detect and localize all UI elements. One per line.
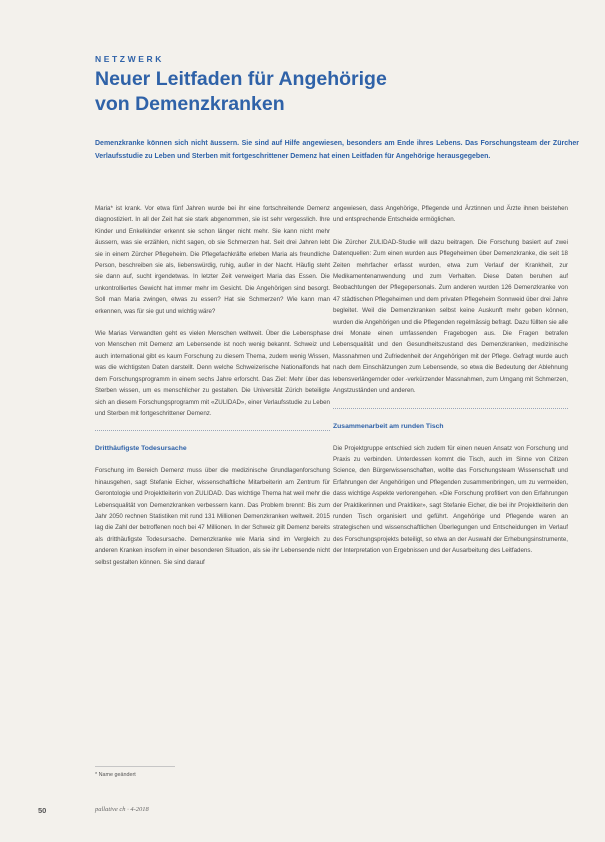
paragraph: Maria* ist krank. Vor etwa fünf Jahren wurde bei ihr eine fortschreitende Demenz diagnostiziert. In all der Zeit hat sie stark abgenommen, sie ist sehr vergesslich. Ihre Kinder und Enkelkinder erkennt sie schon länger nicht mehr. Sie kann nicht mehr äussern, was sie erzählen, nicht sagen, ob sie Schmerzen hat. Seit drei Jahren lebt sie in einem Zürcher Pflegeheim. Die Pflegefachkräfte erleben Maria als freundliche Person, beschreiben sie als, liebenswürdig, ruhig, außer in der Nacht. Häufig steht sie dann auf, sucht irgendetwas. In letzter Zeit verweigert Maria das Essen. Die unkontrolliertes Gewicht hat immer mehr im Gesicht. Die Angehörigen sind besorgt. Soll man Maria zwingen, etwas zu essen? Hat sie Schmerzen? Wie kann man erkennen, was für sie gut und wichtig wäre?: [95, 205, 330, 315]
article-title-line2: von Demenzkranken: [95, 93, 285, 115]
subheading: Dritthäufigste Todesursache: [95, 445, 187, 453]
paragraph: Wie Marias Verwandten geht es vielen Menschen weltweit. Über die Lebensphase von Menschen mit Demenz am Lebensende ist noch wenig bekannt. Schweiz und auch international gibt es kaum Forschung zu diesem Thema, zudem wenig Wissen, was die wichtigsten Daten darstellt. Denn welche Schweizerische Nationalfonds hat dem Forschungsprogramm in einem sechs Jahre erforscht. Das Ziel: Mehr über das Sterben wissen, um es menschlicher zu gestalten. Die Universität Zürich beteiligte sich an diesem Forschungsprogramm mit «ZULIDAD», einer Verlaufsstudie zu Leben und Sterben mit fortgeschrittener Demenz.: [95, 330, 330, 417]
subheading: Zusammenarbeit am runden Tisch: [333, 422, 444, 430]
paragraph: Die Projektgruppe entschied sich zudem für einen neuen Ansatz von Forschung und Praxis zu verbinden. Unterdessen kommt die Tisch, auch im Sinne von Citizen Science, den Bürgerwissenschaften, wollte das Forschungsteam Wissenschaft und Erfahrungen der Angehörigen und Pflegenden zusammenbringen, um zu vermeiden, dass wichtige Aspekte verlorengehen. «Die Forschung profitiert von den Erfahrungen der Praktikerinnen und Praktiker», sagt Stefanie Eicher, die bei ihr Projektleiterin den runden Tisch organisiert und geführt. Angehörige und Pflegende waren an strategischen und wissenschaftlichen Überlegungen und Entscheidungen im Verlauf des Forschungsprojekts beteiligt, so etwa an der Auswahl der Erhebungsinstrumente, der Interpretation von Ergebnissen und der Ausarbeitung des Leitfadens.: [333, 444, 568, 555]
article-lead: Demenzkranke können sich nicht äussern. Sie sind auf Hilfe angewiesen, besonders am Ende ihres Lebens. Das Forschungsteam der Zürcher Verlaufsstudie zu Leben und Sterben mit fortgeschrittener Demenz hat einen Leitfaden für Angehörige herausgegeben.: [95, 140, 579, 160]
paragraph: Die Zürcher ZULIDAD-Studie will dazu beitragen. Die Forschung basiert auf zwei Datenquellen: Zum einen wurden aus Pflegeheimen über Demenzkranke, die seit 18 Zeiten mehrfacher erfasst wurden, etwa zum Verlauf der Krankheit, zur Medikamentenanwendung und zum Verhalten. Diese Daten beruhen auf Beobachtungen der Pflegepersonals. Zum anderen wurden 126 Demenzkranke von 47 städtischen Pflegeheimen und dem privaten Pflegeheim Sonnweid über drei Jahre begleitet. Weil die Demenzkranken selbst keine Auskunft mehr geben können, wurden die Angehörigen und die Pflegenden regelmässig befragt. Dazu füllten sie alle drei Monate einen umfassenden Fragebogen aus. Die Fragen betrafen Lebensqualität und den Gesundheitszustand des Demenzkranken, medizinische Massnahmen und Zufriedenheit der Angehörigen mit der Pflege. Gefragt wurde auch nach dem Einschätzungen zum Lebensende, so etwa die Bedeutung der Ablehnung lebensverlängernder oder -verkürzender Massnahmen, zum Umgang mit Schmerzen, Angstzuständen und anderen.: [333, 238, 568, 395]
text-column-right: [333, 203, 568, 568]
article-title-line1: Neuer Leitfaden für Angehörige: [95, 68, 387, 90]
text-column-left: [95, 203, 330, 579]
publication-line: pallative ch · 4-2018: [95, 806, 149, 813]
footnote: * Name geändert: [95, 772, 136, 778]
article-title: [95, 67, 525, 117]
section-kicker: NETZWERK: [95, 54, 164, 64]
page-number: 50: [38, 806, 47, 815]
section-divider: [95, 430, 330, 431]
paragraph: Forschung im Bereich Demenz muss über die medizinische Grundlagenforschung hinausgehen, sagt Stefanie Eicher, wissenschaftliche Mitarbeiterin am Zentrum für Gerontologie und Projektleiterin von ZULIDAD. Das wichtige Thema hat weil mehr die Lebensqualität von Demenzkranken verbessern kann. Das Problem brennt: Bis zum Jahr 2050 rechnen Statistiken mit rund 131 Millionen Demenzkranken weltweit. 2015 lag die Zahl der betroffenen noch bei 47 Millionen. In der Schweiz gilt Demenz bereits als dritthäufigste Todesursache. Demenzkranke wie Maria sind im Vergleich zu anderen Kranken insofern in einer besonderen Situation, als sie ihr Lebensende nicht selbst gestalten können. Sie sind darauf: [95, 467, 330, 566]
section-divider: [333, 408, 568, 409]
footnote-divider: [95, 766, 175, 767]
paragraph: angewiesen, dass Angehörige, Pflegende und Ärztinnen und Ärzte ihnen beistehen und entsprechende Entscheide ermöglichen.: [333, 205, 568, 224]
